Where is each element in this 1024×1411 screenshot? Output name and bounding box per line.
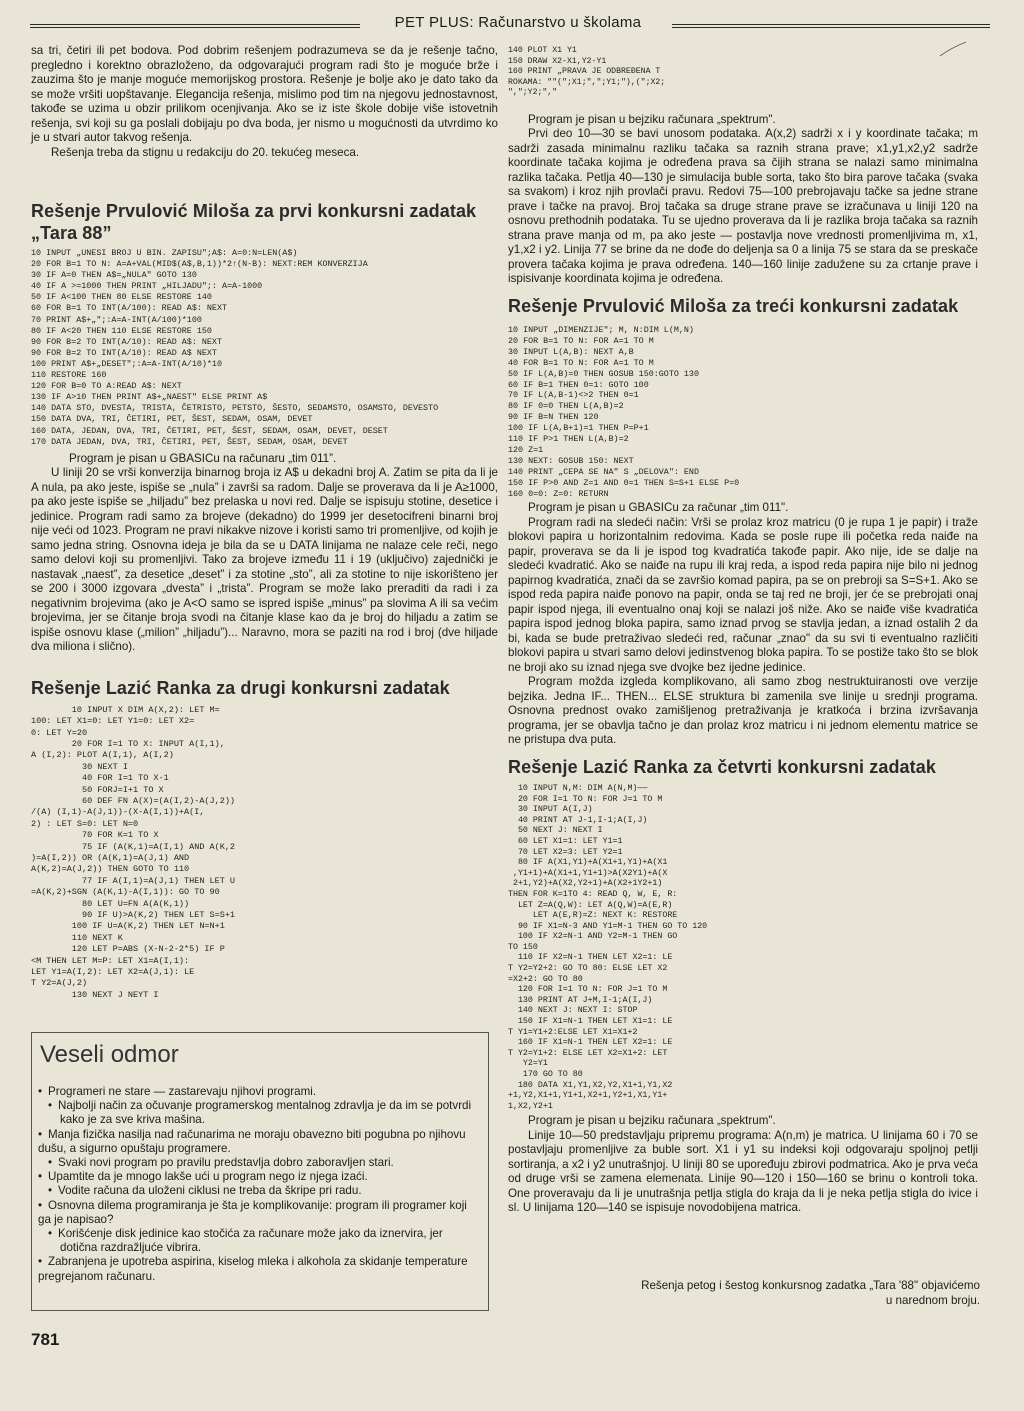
page-number: 781 xyxy=(31,1330,60,1349)
odmor-item: • Svaki novi program po pravilu predstavlja dobro zaboravljen stari. xyxy=(38,1156,478,1170)
section-1-code: 10 INPUT „UNESI BROJ U BIN. ZAPISU";A$: A=0:N=LEN(A$) 20 FOR B=1 TO N: A=A+VAL(MID$(A$,B,1))*2↑(N-B): NEXT:REM KONVERZIJA 30 IF A=0 THEN A$=„NULA" GOTO 130 40 IF A >=1000 THEN PRINT „HILJADU";: A=A-1000 50 IF A<100 THEN 80 ELSE RESTORE 140 60 FOR B=1 TO INT(A/100): READ A$: NEXT 70 PRINT A$+„";:A=A-INT(A/100)*100 80 IF A<20 THEN 110 ELSE RESTORE 150 90 FOR B=2 TO INT(A/10): READ A$: NEXT 90 FOR B=2 TO INT(A/10): READ A$ NEXT 100 PRINT A$+„DESET";:A=A-INT(A/10)*10 110 RESTORE 160 120 FOR B=0 TO A:READ A$: NEXT 130 IF A>10 THEN PRINT A$+„NAEST" ELSE PRINT A$ 140 DATA STO, DVESTA, TRISTA, ČETRISTO, PETSTO, ŠESTO, SEDAMSTO, OSAMSTO, DEVESTO 150 DATA DVA, TRI, ČETIRI, PET, ŠEST, SEDAM, OSAM, DEVET 160 DATA, JEDAN, DVA, TRI, ČETIRI, PET, ŠEST, SEDAM, OSAM, DEVET, DESET 170 DATA JEDAN, DVA, TRI, ČETIRI, PET, ŠEST, SEDAM, OSAM, DEVET xyxy=(31,248,439,447)
deadline-paragraph: Rešenja treba da stignu u redakciju do 20. tekućeg meseca. xyxy=(51,145,360,159)
intro-paragraph: sa tri, četiri ili pet bodova. Pod dobrim rešenjem podrazumeva se da je rešenje tačno, pregledno i korektno obrazloženo, da odgovarajući program radi što je moguće brže i zauzima što je manje moguće memorijskog prostora. Rešenje je bolje ako je dato tako da se može vršiti uopštavanje. Elegancija rešenja, mislimo pod tim na njegovu jednostavnost, takođe se uzima u obzir prilikom ocenjivanja. Ako se iz iste škole dobije više istovetnih rešenja, svi koji su ga poslali dobijaju po dva boda, jer nismo u mogućnosti da utvrdimo ko je u stvari autor takvog rešenja. xyxy=(31,44,498,144)
section-3-code: 10 INPUT „DIMENZIJE"; M, N:DIM L(M,N) 20 FOR B=1 TO N: FOR A=1 TO M 30 INPUT L(A,B): NEXT A,B 40 FOR B=1 TO N: FOR A=1 TO M 50 IF L(A,B)=0 THEN GOSUB 150:GOTO 130 60 IF B=1 THEN 0=1: GOTO 100 70 IF L(A,B-1)<>2 THEN 0=1 80 IF 0=0 THEN L(A,B)=2 90 IF B=N THEN 120 100 IF L(A,B+1)=1 THEN P=P+1 110 IF P>1 THEN L(A,B)=2 120 Z=1 130 NEXT: GOSUB 150: NEXT 140 PRINT „CEPA SE NA" S „DELOVA": END 150 IF P>0 AND Z=1 AND 0=1 THEN S=S+1 ELSE P=0 160 0=0: Z=0: RETURN xyxy=(508,324,740,499)
veseli-odmor-list xyxy=(38,1085,478,1284)
right-column xyxy=(508,46,978,1216)
footer-note: Rešenja petog i šestog konkursnog zadatka „Tara '88" objavićemo u narednom broju. xyxy=(641,1279,980,1307)
section-2-explanation: Prvi deo 10—30 se bavi unosom podataka. A(x,2) sadrži x i y koordinate tačaka; m sadrži zasada minimalnu razliku tačaka sa raznih strana prave; x1,y1,x2,y2 sadrže koordinate tačaka kojima je određena prava sa čijih strana se nalazi samo minimalna razlika tačaka. Petlja 40—130 je simulacija buble sorta, tako što bira parove tačaka (svaka sa svakom) i kroz njih provlači pravu. Redovi 75—100 prebrojavaju tačke sa jedne strane prave i tačke na pravoj. Broj tačaka sa druge strane prave se izračunava u liniji 120 na osnovu prethodnih podataka. Tu se ujedno proverava da li je razlika broja tačaka sa raznih strana prave manja od m, pa ako jeste — postavlja nove vrednosti promenljivima m, x1, y1,x2 i y2. Linija 77 se brine da ne dođe do deljenja sa 0 a linija 75 se stara da se preskače provera tačaka kojima je prava određena. 140—160 linije zadužene su za crtanje prave i ispisivanje koordinata kojima je određena. xyxy=(508,127,978,286)
odmor-item: • Korišćenje disk jedinice kao stočića za računare može jako da iznervira, jer dotična razdražljuće vibrira. xyxy=(38,1227,478,1255)
odmor-item: • Upamtite da je mnogo lakše ući u program nego iz njega izaći. xyxy=(38,1170,478,1184)
section-4-code: 10 INPUT N,M: DIM A(N,M)—— 20 FOR I=1 TO N: FOR J=1 TO M 30 INPUT A(I,J) 40 PRINT AT J-1,I-1;A(I,J) 50 NEXT J: NEXT I 60 LET X1=1: LET Y1=1 70 LET X2=3: LET Y2=1 80 IF A(X1,Y1)+A(X1+1,Y1)+A(X1 ,Y1+1)+A(X1+1,Y1+1)>A(X2Y1)+A(X 2+1,Y2)+A(X2,Y2+1)+A(X2+1Y2+1) THEN FOR K=1TO 4: READ Q, W, E, R: LET Z=A(Q,W): LET A(Q,W)=A(E,R) LET A(E,R)=Z: NEXT K: RESTORE 90 IF X1=N-3 AND Y1=M-1 THEN GO TO 120 100 IF X2=N-1 AND Y2=M-1 THEN GO TO 150 110 IF X2=N-1 THEN LET X2=1: LE T Y2=Y2+2: GO TO 80: ELSE LET X2 =X2+2: GO TO 80 120 FOR I=1 TO N: FOR J=1 TO M 130 PRINT AT J+M,I-1;A(I,J) 140 NEXT J: NEXT I: STOP 150 IF X1=N-1 THEN LET X1=1: LE T Y1=Y1+2:ELSE LET X1=X1+2 160 IF X1=N-1 THEN LET X2=1: LE T Y2=Y1+2: ELSE LET X2=X1+2: LET Y2=Y1 170 GO TO 80 180 DATA X1,Y1,X2,Y2,X1+1,Y1,X2 +1,Y2,X1+1,Y1+1,X2+1,Y2+1,X1,Y1+ 1,X2,Y2+1 xyxy=(508,783,708,1111)
section-2-title: Rešenje Lazić Ranka za drugi konkursni zadatak xyxy=(31,677,450,698)
section-4-title: Rešenje Lazić Ranka za četvrti konkursni zadatak xyxy=(508,756,936,777)
odmor-item: • Osnovna dilema programiranja je šta je komplikovanije: program ili programer koji ga je napisao? xyxy=(38,1199,478,1227)
section-3-platform: Program je pisan u GBASICu za računar „tim 011". xyxy=(528,501,789,515)
odmor-item: • Zabranjena je upotreba aspirina, kiselog mleka i alkohola za skidanje temperature pregrejanom računaru. xyxy=(38,1255,478,1283)
header-title: PET PLUS: Računarstvo u školama xyxy=(394,14,642,31)
odmor-item: • Manja fizička nasilja nad računarima ne moraju obavezno biti pogubna po njihovu dušu, a sigurno opuštaju programere. xyxy=(38,1128,478,1156)
veseli-odmor-box xyxy=(31,1032,489,1311)
odmor-item: • Programeri ne stare — zastarevaju njihovi programi. xyxy=(38,1085,478,1099)
odmor-item: • Vodite računa da uloženi ciklusi ne treba da škripe pri radu. xyxy=(38,1184,478,1198)
section-2-platform: Program je pisan u bejziku računara „spektrum". xyxy=(528,112,776,126)
section-3-conclusion: Program možda izgleda komplikovano, ali samo zbog nestruktuiranosti ove verzije bejzika. Jedna IF... THEN... ELSE struktura bi zamenila sve linije u srednji programa. Osnovna prednost ovako zamišljenog pretraživanja je kratkoća i brzina izvršavanja programa, jer se obavlja tačno je dan prolaz kroz matricu i ni jednom elementu matrice se ne pristupa dva puta. xyxy=(508,675,978,747)
section-1-title: Rešenje Prvulović Miloša za prvi konkursni zadatak „Tara 88” xyxy=(31,201,477,243)
header-rule-right xyxy=(672,24,990,28)
section-1-platform: Program je pisan u GBASICu na računaru „tim 011”. xyxy=(69,451,337,465)
left-column xyxy=(31,44,498,1001)
page-header xyxy=(30,14,990,36)
odmor-item: • Najbolji način za očuvanje programerskog mentalnog zdravlja je da im se potvrdi kako je za sve kriva mašina. xyxy=(38,1099,478,1127)
section-4-platform: Program je pisan u bejziku računara „spektrum". xyxy=(528,1114,776,1128)
section-3-explanation: Program radi na sledeći način: Vrši se prolaz kroz matricu (0 je rupa 1 je papir) i traže blokovi papira u horizontalnim redovima. Kada se posle rupe ili početka reda naiđe na papir, proverava se da li je ispod tog kvadratića takođe papir. Ako nije, ide se dalje na sledeći kvadratić. Ako se naiđe na rupu ili kraj reda, a ispod reda papira nije bilo ni jednog papirnog kvadratića, znači da se završio komad papira, pa se on prebroji sa S=S+1. Ako se ispod reda papira naiđe ponovo na papir, onda se taj red ne broji, jer će se prebrojati onaj papir ispod njega, ili eventualno onaj koji se nalazi još niže. Ako se naiđe više kvadratića papira ispod jednog bloka papira, samo iznad prvog se stavlja jedan, a iznad ostalih 2 da bi, kada se bude pretraživao sledeći red, računar „znao" da su svi ti eventualno različiti blokovi papira u stvari samo delovi jedinstvenog bloka papira. To se postiže tako što se blok ne broji ako su iznad njega sve dvojke bez ijedne jedinice. xyxy=(508,515,978,674)
section-2-code: 10 INPUT X DIM A(X,2): LET M= 100: LET X1=0: LET Y1=0: LET X2= 0: LET Y=20 20 FOR I=1 TO X: INPUT A(I,1), A (I,2): PLOT A(I,1), A(I,2) 30 NEXT I 40 FOR I=1 TO X-1 50 FORJ=I+1 TO X 60 DEF FN A(X)=(A(I,2)-A(J,2)) /(A) (I,1)-A(J,1))-(X-A(I,1))+A(I, 2) : LET S=0: LET N=0 70 FOR K=1 TO X 75 IF (A(K,1)=A(I,1) AND A(K,2 )=A(I,2)) OR (A(K,1)=A(J,1) AND A(K,2)=A(J,2)) THEN GOTO TO 110 77 IF A(I,1)=A(J,1) THEN LET U =A(K,2)+SGN (A(K,1)-A(I,1)): GO TO 90 80 LET U=FN A(A(K,1)) 90 IF U)>A(K,2) THEN LET S=S+1 100 IF U=A(K,2) THEN LET N=N+1 110 NEXT K 120 LET P=ABS (X-N-2-2*5) IF P <M THEN LET M=P: LET X1=A(I,1): LET Y1=A(I,2): LET X2=A(J,1): LE T Y2=A(J,2) 130 NEXT J NEYT I xyxy=(31,704,236,1000)
section-1-explanation: U liniji 20 se vrši konverzija binarnog broja iz A$ u dekadni broj A. Zatim se pita da li je A nula, pa ako jeste, ispiše se „nula” i završi sa radom. Dalje se proverava da li je A≥1000, pa ako jeste ispiše se „hiljadu” bez prelaska u novi red. Dalje se ispisuju stotine, desetice i jedinice. Program radi samo za brojeve (dekadno) do 1999 jer desetocifreni binarni broj nije veći od 1023. Program ne pravi nikakve nizove i koristi samo tri promenljive, od kojih je samo jedna string. Osnovna ideja je bila da se u DATA linijama ne nalaze cele reči, nego samo delovi koji su promenljivi. Tako za brojeve između 11 i 19 (uključivo) zajednički je nastavak „naest”, za desetice „deset” i za stotine „sto”, ali za stotine to nije iskorišteno jer se 200 i 3000 izgovara „dvesta” i „trista”. Program se može lako preraditi da radi i za negativnim brojevima (ako je A<O samo se ispred ispiše „minus” pa slovima A ili sa većim brojevima, jer se čitanje broja svodi na čitanje klase kao da je broj do hiljadu a zatim se ispiše osnovu klase („milion” „hiljadu”)... Naravno, mora se paziti na rod i broj (dve hiljade dva miliona i slično). xyxy=(31,466,498,654)
section-3-title: Rešenje Prvulović Miloša za treći konkursni zadatak xyxy=(508,295,959,316)
header-rule-left xyxy=(30,24,360,28)
veseli-odmor-title: Veseli odmor xyxy=(40,1041,179,1068)
section-4-explanation: Linije 10—50 predstavljaju pripremu programa: A(n,m) je matrica. U linijama 60 i 70 se postavljaju promenljive za buble sort. X1 i y1 su indeksi koji odgovaraju spoljnoj petlji sortiranja, a x2 i y2 unutrašnjoj. U liniji 80 se upoređuju zbirovi podmatrica. Ako je prva veća od druge vrši se zamena elemenata. Linije 90—120 i 150—160 se brinu o kontroli toka. One proveravaju da li je unutrašnja petlja stigla do kraja da li je neka petlja stigla do ivice i sl. U linijama 120—140 se ispisuje novodobijena matrica. xyxy=(508,1128,978,1215)
section-2-code-continued: 140 PLOT X1 Y1 150 DRAW X2-X1,Y2-Y1 160 PRINT „PRAVA JE ODBREĐENA T ROKAMA: ""(";X1;",";Y1;"),(";X2; ",";Y2;"," xyxy=(508,46,666,98)
